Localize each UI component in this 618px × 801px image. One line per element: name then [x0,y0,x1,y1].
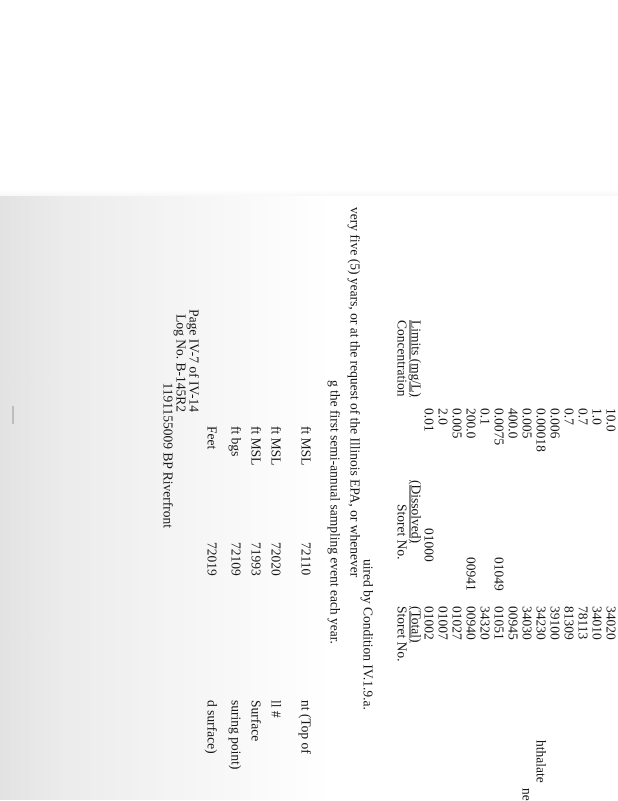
param-storet-2: 72109 [228,542,244,576]
total-storet: 01002 [421,606,437,640]
total-storet: 39100 [547,606,563,640]
total-storet: 78113 [575,606,591,640]
paragraph-five-years-line1: very five (5) years, or at the request of the Illinois EPA, or whenever [347,207,363,578]
concentration-limit: 0.7 [561,408,577,425]
concentration-limit: 0.1 [477,408,493,425]
total-storet: 34320 [477,606,493,640]
param-label-5: nt (Top of [298,700,314,754]
param-label-3: Surface [248,700,264,742]
param-storet-3: 71993 [248,542,264,576]
paragraph-five-years-line2: uired by Condition IV.1.9.a. [360,559,376,710]
header-total: (Total) [408,606,424,643]
header-dissolved: (Dissolved) [408,480,424,543]
concentration-limit: 0.00018 [533,408,549,452]
constituent-name: hthalate [533,740,549,783]
total-storet: 34030 [519,606,535,640]
concentration-limit: 10.0 [603,408,618,432]
total-storet: 00945 [505,606,521,640]
param-label-4: ll # [268,700,284,718]
param-storet-5: 72110 [298,542,314,576]
blank-margin [0,0,618,200]
param-label-2: suring point) [228,700,244,770]
dissolved-storet: 00941 [463,557,479,591]
total-storet: 01051 [491,606,507,640]
header-limits: Limits (mg/L) [408,320,424,397]
header-permit-line: 1191155009 BP Riverfront [160,382,176,528]
param-unit-4: ft MSL [268,426,284,466]
param-unit-5: ft MSL [298,426,314,466]
concentration-limit: 0.7 [575,408,591,425]
total-storet: 34230 [533,606,549,640]
concentration-limit: 400.0 [505,408,521,439]
dissolved-storet: 01000 [421,528,437,562]
total-storet: 81309 [561,606,577,640]
header-storet-dissolved: Storet No. [394,504,410,560]
total-storet: 00940 [463,606,479,640]
param-unit-1: Feet [204,426,220,450]
concentration-limit: 0.005 [519,408,535,439]
header-page-number: Page IV-7 of IV-14 [186,309,202,412]
header-log-number: Log No. B-145R2 [173,314,189,412]
total-storet: 01007 [435,606,451,640]
param-storet-4: 72020 [268,542,284,576]
header-concentration: Concentration [394,320,410,397]
concentration-limit: 1.0 [589,408,605,425]
param-unit-3: ft MSL [248,426,264,466]
header-storet-total: Storet No. [394,606,410,662]
constituent-name: ne [519,788,535,801]
param-label-1: d surface) [204,700,220,754]
concentration-limit: 0.0075 [491,408,507,446]
dissolved-storet: 01049 [491,557,507,591]
concentration-limit: 2.0 [435,408,451,425]
paragraph-sampling-event: g the first semi-annual sampling event each year. [327,380,343,644]
total-storet: 34010 [589,606,605,640]
total-storet: 34020 [603,606,618,640]
concentration-limit: 0.005 [449,408,465,439]
concentration-limit: 0.01 [421,408,437,432]
param-storet-1: 72019 [204,542,220,576]
concentration-limit: 200.0 [463,408,479,439]
param-unit-2: ft bgs [228,426,244,457]
total-storet: 01027 [449,606,465,640]
scan-speck [12,406,14,424]
concentration-limit: 0.006 [547,408,563,439]
